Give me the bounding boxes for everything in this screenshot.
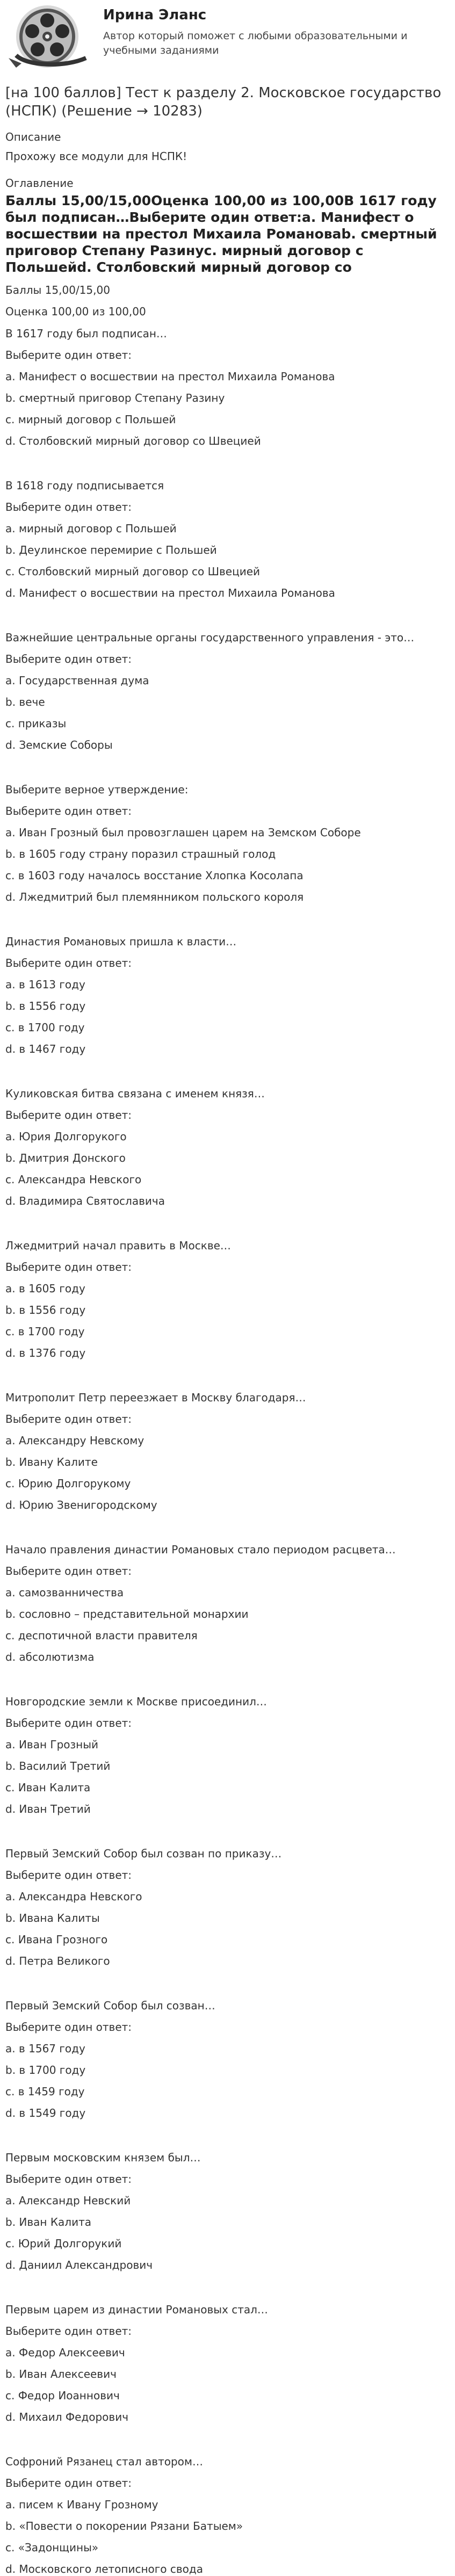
answer-prompt: Выберите один ответ: <box>5 2477 132 2490</box>
question-spacer <box>5 1664 450 1687</box>
grade-line: Оценка 100,00 из 100,00 <box>5 305 146 318</box>
answer-prompt: Выберите один ответ: <box>5 805 132 817</box>
answer-option: b. в 1700 году <box>5 2064 86 2076</box>
question-block <box>5 327 450 448</box>
answer-option: b. вече <box>5 696 45 708</box>
answer-option: b. Ивана Калиты <box>5 1912 100 1924</box>
question-spacer <box>5 1208 450 1231</box>
answer-option: a. Федор Алексеевич <box>5 2346 125 2359</box>
film-reel-icon <box>5 4 89 69</box>
question-spacer <box>5 752 450 775</box>
answer-option: a. Юрия Долгорукого <box>5 1130 127 1143</box>
answer-option: a. Александра Невского <box>5 1890 142 1903</box>
question-block <box>5 2151 450 2272</box>
author-bio: Автор который поможет с любыми образовательными и учебными заданиями <box>103 30 408 56</box>
answer-option: d. абсолютизма <box>5 1651 95 1663</box>
answer-option: a. самозванничества <box>5 1586 124 1599</box>
answer-prompt: Выберите один ответ: <box>5 1717 132 1730</box>
answer-option: d. Даниил Александрович <box>5 2259 153 2271</box>
answer-prompt: Выберите один ответ: <box>5 957 132 969</box>
question-text: Митрополит Петр переезжает в Москву благодаря… <box>5 1391 306 1404</box>
avatar[interactable] <box>5 4 89 69</box>
author-info <box>103 4 447 58</box>
answer-option: d. Иван Третий <box>5 1803 91 1815</box>
answer-option: a. Манифест о восшествии на престол Михаила Романова <box>5 370 335 383</box>
question-text: Куликовская битва связана с именем князя… <box>5 1087 265 1100</box>
question-block <box>5 2303 450 2424</box>
answer-option: b. Иван Алексеевич <box>5 2368 117 2380</box>
answer-option: c. Столбовский мирный договор со Швецией <box>5 565 261 578</box>
author-name[interactable]: Ирина Эланс <box>103 7 207 23</box>
question-spacer <box>5 1816 450 1839</box>
answer-prompt: Выберите один ответ: <box>5 1261 132 1273</box>
answer-prompt: Выберите один ответ: <box>5 2021 132 2034</box>
answer-option: c. «Задонщины» <box>5 2541 99 2554</box>
question-block <box>5 935 450 1056</box>
answer-option: c. приказы <box>5 717 67 730</box>
question-spacer <box>5 2272 450 2295</box>
score-line: Баллы 15,00/15,00 <box>5 284 110 296</box>
answer-option: d. в 1549 году <box>5 2107 86 2119</box>
answer-option: d. Михаил Федорович <box>5 2411 129 2423</box>
answer-option: d. Лжедмитрий был племянником польского короля <box>5 891 304 903</box>
answer-option: d. в 1467 году <box>5 1043 86 1055</box>
answer-option: b. Ивану Калите <box>5 1456 98 1468</box>
page-title: [на 100 баллов] Тест к разделу 2. Московское государство (НСПК) (Решение → 10283) <box>5 85 442 119</box>
answer-prompt: Выберите один ответ: <box>5 501 132 513</box>
question-list <box>5 327 450 2576</box>
answer-option: b. «Повести о покорении Рязани Батыем» <box>5 2520 243 2532</box>
question-text: Начало правления династии Романовых стало периодом расцвета… <box>5 1543 396 1556</box>
question-text: В 1617 году был подписан… <box>5 327 167 340</box>
answer-option: c. Иван Калита <box>5 1781 91 1794</box>
question-block <box>5 1087 450 1208</box>
answer-option: d. Владимира Святославича <box>5 1195 165 1207</box>
question-text: Новгородские земли к Москве присоединил… <box>5 1695 267 1708</box>
description-label: Описание <box>5 131 61 143</box>
answer-option: c. Юрий Долгорукий <box>5 2237 122 2250</box>
question-block <box>5 479 450 600</box>
answer-option: b. в 1605 году страну поразил страшный голод <box>5 848 276 860</box>
question-spacer <box>5 1968 450 1991</box>
toc-label: Оглавление <box>5 177 74 190</box>
question-block <box>5 783 450 904</box>
answer-prompt: Выберите один ответ: <box>5 1869 132 1882</box>
question-block <box>5 1695 450 1816</box>
question-block <box>5 1239 450 1360</box>
answer-option: c. Юрию Долгорукому <box>5 1477 131 1490</box>
question-text: Первый Земский Собор был созван… <box>5 1999 215 2012</box>
author-header <box>5 4 450 73</box>
answer-option: d. в 1376 году <box>5 1347 86 1359</box>
question-spacer <box>5 904 450 927</box>
answer-prompt: Выберите один ответ: <box>5 2325 132 2338</box>
answer-option: d. Юрию Звенигородскому <box>5 1499 157 1511</box>
question-spacer <box>5 448 450 471</box>
answer-option: b. Дмитрия Донского <box>5 1152 126 1164</box>
question-block <box>5 1847 450 1968</box>
answer-option: c. в 1700 году <box>5 1021 85 1034</box>
question-spacer <box>5 1056 450 1079</box>
question-text: Первый Земский Собор был созван по приказу… <box>5 1847 282 1860</box>
question-text: Первым царем из династии Романовых стал… <box>5 2303 268 2316</box>
question-text: Выберите верное утверждение: <box>5 783 189 796</box>
answer-prompt: Выберите один ответ: <box>5 2173 132 2186</box>
answer-option: a. Александр Невский <box>5 2194 131 2207</box>
question-spacer <box>5 1512 450 1535</box>
answer-option: c. Александра Невского <box>5 1173 142 1186</box>
answer-option: a. в 1613 году <box>5 978 85 991</box>
answer-prompt: Выберите один ответ: <box>5 1565 132 1578</box>
question-block <box>5 1543 450 1664</box>
answer-option: a. Иван Грозный был провозглашен царем на Земском Соборе <box>5 826 361 839</box>
question-spacer <box>5 1360 450 1383</box>
answer-option: a. в 1567 году <box>5 2042 85 2055</box>
answer-prompt: Выберите один ответ: <box>5 1109 132 1121</box>
answer-option: c. в 1459 году <box>5 2085 85 2098</box>
answer-option: b. Иван Калита <box>5 2216 91 2228</box>
answer-option: a. в 1605 году <box>5 1282 85 1295</box>
answer-option: a. писем к Ивану Грозному <box>5 2498 158 2511</box>
answer-option: b. смертный приговор Степану Разину <box>5 392 225 404</box>
answer-prompt: Выберите один ответ: <box>5 349 132 361</box>
question-spacer <box>5 2120 450 2143</box>
question-text: Династия Романовых пришла к власти… <box>5 935 237 948</box>
answer-prompt: Выберите один ответ: <box>5 1413 132 1426</box>
answer-option: a. Государственная дума <box>5 674 149 687</box>
toc-text: Баллы 15,00/15,00Оценка 100,00 из 100,00В 1617 году был подписан…Выберите один ответ:a. Манифест о восшествии на престол Михаила Романоваb. смертный приговор Степану Разинус. мирный договор с Польшейd. Столбовский мирный договор со <box>5 193 437 275</box>
answer-option: c. Ивана Грозного <box>5 1933 108 1946</box>
answer-option: c. деспотичной власти правителя <box>5 1629 198 1642</box>
question-block <box>5 1391 450 1512</box>
answer-option: d. Петра Великого <box>5 1955 110 1967</box>
answer-option: b. сословно – представительной монархии <box>5 1608 249 1620</box>
answer-option: a. Иван Грозный <box>5 1738 99 1751</box>
answer-option: b. Василий Третий <box>5 1760 111 1772</box>
question-text: Софроний Рязанец стал автором… <box>5 2455 203 2468</box>
question-text: Важнейшие центральные органы государственного управления - это… <box>5 631 415 644</box>
answer-option: a. мирный договор с Польшей <box>5 522 177 535</box>
answer-option: c. мирный договор с Польшей <box>5 413 176 426</box>
question-text: В 1618 году подписывается <box>5 479 164 492</box>
answer-option: b. Деулинское перемирие с Польшей <box>5 544 217 556</box>
question-spacer <box>5 600 450 623</box>
answer-option: a. Александру Невскому <box>5 1434 145 1447</box>
question-text: Первым московским князем был… <box>5 2151 201 2164</box>
description-text: Прохожу все модули для НСПК! <box>5 150 187 163</box>
answer-prompt: Выберите один ответ: <box>5 653 132 665</box>
answer-option: d. Московского летописного свода <box>5 2563 203 2575</box>
answer-option: d. Манифест о восшествии на престол Михаила Романова <box>5 587 335 599</box>
question-block <box>5 631 450 752</box>
question-block <box>5 2455 450 2576</box>
question-spacer <box>5 2424 450 2447</box>
question-text: Лжедмитрий начал править в Москве… <box>5 1239 231 1252</box>
answer-option: c. в 1700 году <box>5 1325 85 1338</box>
answer-option: b. в 1556 году <box>5 1000 86 1012</box>
answer-option: b. в 1556 году <box>5 1304 86 1316</box>
answer-option: c. Федор Иоаннович <box>5 2389 120 2402</box>
question-block <box>5 1999 450 2120</box>
answer-option: d. Столбовский мирный договор со Швецией <box>5 435 261 447</box>
answer-option: d. Земские Соборы <box>5 739 113 751</box>
answer-option: c. в 1603 году началось восстание Хлопка Косолапа <box>5 869 304 882</box>
